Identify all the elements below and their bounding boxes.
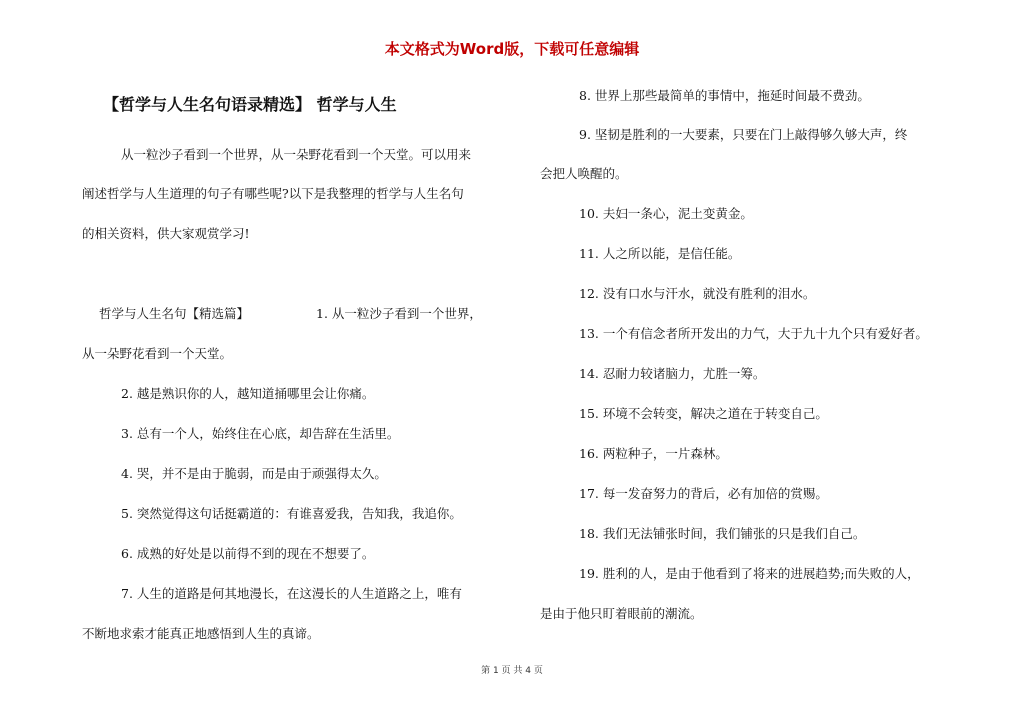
list-item-15: 15. 环境不会转变，解决之道在于转变自己。 [579,406,828,421]
list-item-6: 6. 成熟的好处是以前得不到的现在不想要了。 [121,546,375,561]
list-item-19: 19. 胜利的人，是由于他看到了将来的进展趋势;而失败的人， [579,566,920,581]
list-item-7: 7. 人生的道路是何其地漫长，在这漫长的人生道路之上，唯有 [121,586,462,601]
list-item-2: 2. 越是熟识你的人，越知道捅哪里会让你痛。 [121,386,375,401]
list-item-1-cont: 从一朵野花看到一个天堂。 [82,346,233,361]
list-item-9-cont: 会把人唤醒的。 [540,166,628,181]
list-item-9: 9. 坚韧是胜利的一大要素，只要在门上敲得够久够大声，终 [579,127,908,142]
section-heading: 哲学与人生名句【精选篇】 [99,306,250,321]
list-item-5: 5. 突然觉得这句话挺霸道的：有谁喜爱我，告知我，我追你。 [121,506,462,521]
list-item-19-cont: 是由于他只盯着眼前的潮流。 [540,606,703,621]
list-item-4: 4. 哭，并不是由于脆弱，而是由于顽强得太久。 [121,466,387,481]
list-item-17: 17. 每一发奋努力的背后，必有加倍的赏赐。 [579,486,828,501]
list-item-12: 12. 没有口水与汗水，就没有胜利的泪水。 [579,286,816,301]
list-item-7-cont: 不断地求索才能真正地感悟到人生的真谛。 [82,626,320,641]
list-item-18: 18. 我们无法铺张时间，我们铺张的只是我们自己。 [579,526,866,541]
list-item-13: 13. 一个有信念者所开发出的力气，大于九十九个只有爱好者。 [579,326,928,341]
list-item-14: 14. 忍耐力较诸脑力，尤胜一筹。 [579,366,766,381]
edit-banner: 本文格式为Word版，下载可任意编辑 [384,40,640,58]
page-number: 第 1 页 共 4 页 [481,666,543,676]
document-title: 【哲学与人生名句语录精选】 哲学与人生 [103,95,397,114]
intro-line-2: 阐述哲学与人生道理的句子有哪些呢?以下是我整理的哲学与人生名句 [82,186,464,201]
list-item-10: 10. 夫妇一条心，泥土变黄金。 [579,206,753,221]
list-item-16: 16. 两粒种子，一片森林。 [579,446,728,461]
list-item-3: 3. 总有一个人，始终住在心底，却告辞在生活里。 [121,426,400,441]
intro-line-3: 的相关资料，供大家观赏学习! [82,226,250,241]
list-item-8: 8. 世界上那些最简单的事情中，拖延时间最不费劲。 [579,88,870,103]
intro-line-1: 从一粒沙子看到一个世界，从一朵野花看到一个天堂。可以用来 [121,147,472,162]
list-item-1: 1. 从一粒沙子看到一个世界， [316,306,482,321]
list-item-11: 11. 人之所以能，是信任能。 [579,246,741,261]
